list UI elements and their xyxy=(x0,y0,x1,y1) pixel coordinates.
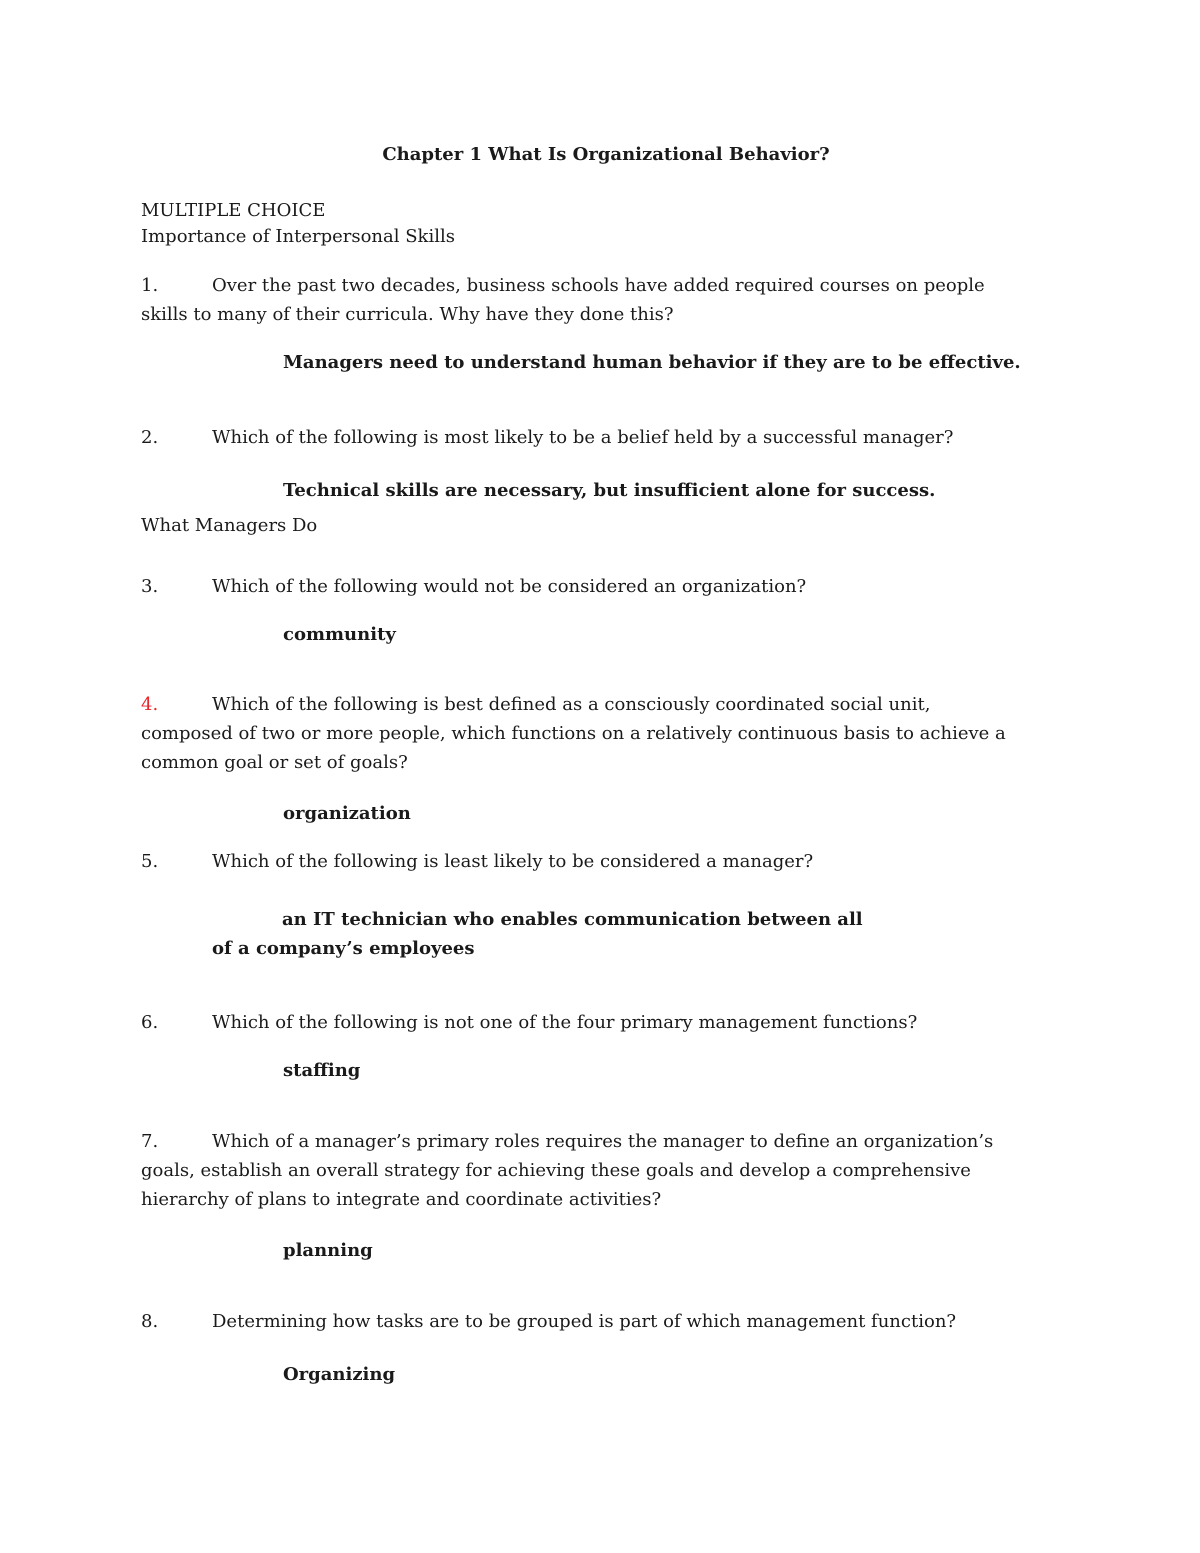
question-number: 7. xyxy=(141,1131,159,1152)
question-number: 3. xyxy=(141,576,159,597)
chapter-title: Chapter 1 What Is Organizational Behavior? xyxy=(382,144,830,165)
question-text: Which of a manager’s primary roles requires the manager to define an organization’s goals, establish an overall strategy for achieving these goals and develop a comprehensive hierarchy of plans to integrate and coordinate activities? xyxy=(141,1131,994,1210)
answer-text: Organizing xyxy=(283,1364,396,1385)
question-text: Over the past two decades, business schools have added required courses on people skills to many of their curricula. Why have they done this? xyxy=(141,275,985,325)
answer-text: Technical skills are necessary, but insufficient alone for success. xyxy=(283,480,936,501)
question-text: Which of the following is most likely to be a belief held by a successful manager? xyxy=(212,427,954,448)
question-text: Which of the following would not be considered an organization? xyxy=(212,576,807,597)
answer-text: organization xyxy=(283,803,411,824)
question-number: 6. xyxy=(141,1012,159,1033)
question-number: 2. xyxy=(141,427,159,448)
section-type-heading: MULTIPLE CHOICE xyxy=(141,200,326,221)
question-text: Which of the following is best defined as a consciously coordinated social unit, composed of two or more people, which functions on a relatively continuous basis to achieve a common goal or set of goals? xyxy=(141,694,1006,773)
question-number: 8. xyxy=(141,1311,159,1332)
question-text: Determining how tasks are to be grouped is part of which management function? xyxy=(212,1311,957,1332)
answer-text: planning xyxy=(283,1240,373,1261)
answer-text: community xyxy=(283,624,396,645)
question-text: Which of the following is not one of the four primary management functions? xyxy=(212,1012,918,1033)
answer-text: Managers need to understand human behavior if they are to be effective. xyxy=(283,352,1021,373)
section-heading-interpersonal-skills: Importance of Interpersonal Skills xyxy=(141,226,455,247)
question-text: Which of the following is least likely to be considered a manager? xyxy=(212,851,814,872)
answer-text: staffing xyxy=(283,1060,361,1081)
question-number: 5. xyxy=(141,851,159,872)
answer-text: an IT technician who enables communication between all of a company’s employees xyxy=(212,909,863,959)
question-number: 1. xyxy=(141,275,159,296)
question-number: 4. xyxy=(141,694,159,715)
section-heading-what-managers-do: What Managers Do xyxy=(141,515,318,536)
